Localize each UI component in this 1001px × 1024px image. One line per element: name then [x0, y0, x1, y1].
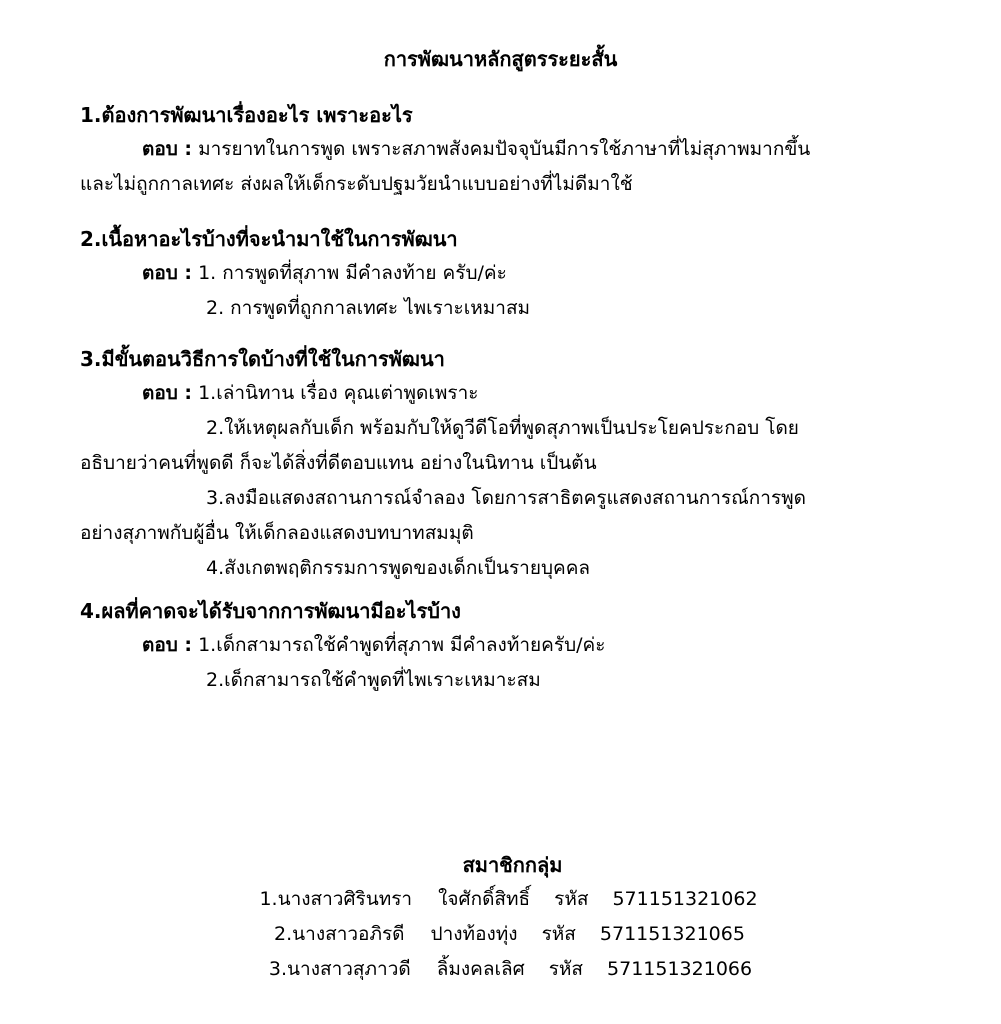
section-heading: 3.มีขั้นตอนวิธีการใดบ้างที่ใช้ในการพัฒนา: [80, 347, 445, 371]
section-4: [80, 594, 930, 698]
answer-continuation: อย่างสุภาพกับผู้อื่น ให้เด็กลองแสดงบทบาทสมมุติ: [80, 522, 474, 544]
section-3: [80, 342, 930, 586]
member-name: 3.นางสาวสุภาวดี: [268, 958, 411, 980]
group-members: [0, 848, 1001, 987]
answer-item: 3.ลงมือแสดงสถานการณ์จำลอง โดยการสาธิตครูแสดงสถานการณ์การพูด: [206, 487, 807, 509]
answer-text: 1. การพูดที่สุภาพ มีคำลงท้าย ครับ/ค่ะ: [198, 262, 507, 284]
section-heading: 1.ต้องการพัฒนาเรื่องอะไร เพราะอะไร: [80, 103, 413, 127]
document-title: การพัฒนาหลักสูตรระยะสั้น: [383, 47, 618, 71]
section-heading: 4.ผลที่คาดจะได้รับจากการพัฒนามีอะไรบ้าง: [80, 599, 461, 623]
answer-label: ตอบ :: [142, 138, 193, 160]
answer-text: 1.เล่านิทาน เรื่อง คุณเต่าพูดเพราะ: [198, 382, 479, 404]
section-1: [80, 98, 930, 202]
answer-text: มารยาทในการพูด เพราะสภาพสังคมปัจจุบันมีการใช้ภาษาที่ไม่สุภาพมากขึ้น: [198, 138, 811, 160]
member-name: 2.นางสาวอภิรดี: [274, 923, 405, 945]
member-id-label: รหัส: [548, 958, 584, 980]
member-name: 1.นางสาวศิรินทรา: [259, 888, 413, 910]
answer-continuation: อธิบายว่าคนที่พูดดี ก็จะได้สิ่งที่ดีตอบแทน อย่างในนิทาน เป็นต้น: [80, 452, 597, 474]
member-surname: ปางท้องทุ่ง: [430, 923, 518, 945]
member-row: [0, 882, 1001, 917]
section-heading: 2.เนื้อหาอะไรบ้างที่จะนำมาใช้ในการพัฒนา: [80, 227, 458, 251]
answer-item: 2.เด็กสามารถใช้คำพูดที่ไพเราะเหมาะสม: [206, 669, 541, 691]
answer-item: 4.สังเกตพฤติกรรมการพูดของเด็กเป็นรายบุคคล: [206, 557, 591, 579]
answer-row: [80, 132, 930, 167]
member-row: [0, 952, 1001, 987]
member-surname: ลิ้มงคลเลิศ: [436, 958, 525, 980]
answer-label: ตอบ :: [142, 382, 193, 404]
members-title: สมาชิกกลุ่ม: [462, 853, 563, 877]
answer-row: [80, 376, 930, 411]
member-row: [0, 917, 1001, 952]
answer-label: ตอบ :: [142, 262, 193, 284]
answer-text: 1.เด็กสามารถใช้คำพูดที่สุภาพ มีคำลงท้ายครับ/ค่ะ: [198, 634, 606, 656]
member-id: 571151321066: [607, 958, 753, 980]
member-id-label: รหัส: [554, 888, 589, 910]
section-2: [80, 222, 930, 326]
answer-row: [80, 256, 930, 291]
member-id: 571151321065: [599, 923, 745, 945]
member-surname: ใจศักดิ์สิทธิ์: [438, 888, 531, 910]
answer-item: 2. การพูดที่ถูกกาลเทศะ ไพเราะเหมาสม: [206, 297, 531, 319]
member-id: 571151321062: [612, 888, 758, 910]
answer-item: 2.ให้เหตุผลกับเด็ก พร้อมกับให้ดูวีดีโอที่พูดสุภาพเป็นประโยคประกอบ โดย: [206, 417, 799, 439]
answer-label: ตอบ :: [142, 634, 193, 656]
answer-row: [80, 628, 930, 663]
member-id-label: รหัส: [541, 923, 576, 945]
answer-continuation: และไม่ถูกกาลเทศะ ส่งผลให้เด็กระดับปฐมวัยนำแบบอย่างที่ไม่ดีมาใช้: [80, 173, 633, 195]
